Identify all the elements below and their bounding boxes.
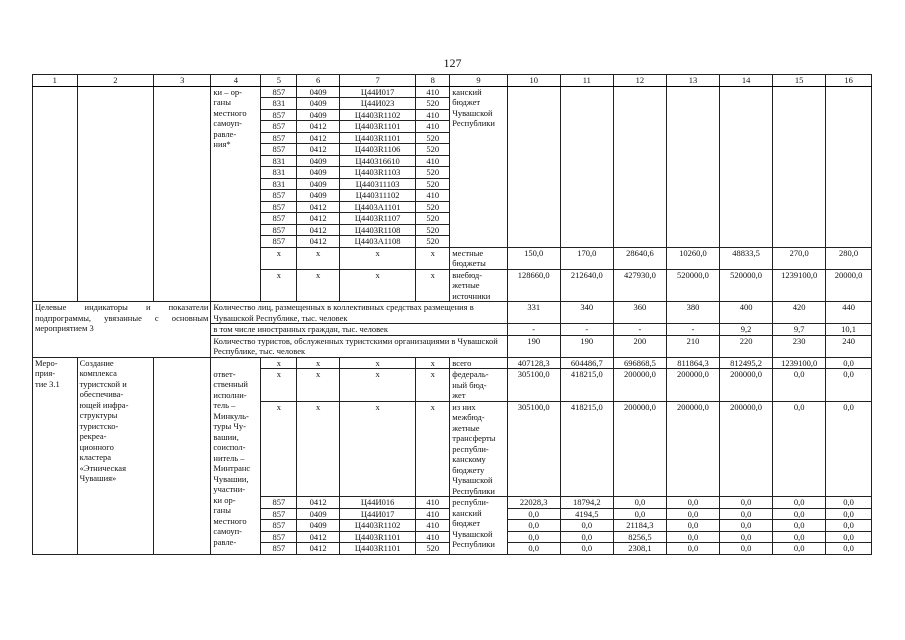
value-cell: 0,0 (720, 508, 773, 520)
value-cell: 0,0 (720, 543, 773, 555)
code-cell: 0412 (297, 497, 339, 509)
code-cell: 0409 (297, 109, 339, 121)
code-cell: 0412 (297, 224, 339, 236)
value-cell: 48833,5 (720, 247, 773, 269)
value-cell: 0,0 (826, 543, 872, 555)
value-cell: 0,0 (826, 497, 872, 509)
code-cell: 520 (416, 224, 450, 236)
page-number: 127 (443, 56, 462, 70)
code-cell: Ц4403R1101 (339, 121, 415, 133)
continuation-cell (77, 86, 153, 302)
code-row (33, 86, 872, 98)
value-cell: 0,0 (560, 520, 613, 532)
code-cell: Ц4403R1107 (339, 213, 415, 225)
code-cell: x (297, 369, 339, 402)
column-header: 5 (261, 75, 297, 87)
code-cell: Ц440311103 (339, 178, 415, 190)
value-cell: 440 (826, 302, 872, 324)
code-cell: Ц440316610 (339, 155, 415, 167)
measure-label-cell: Меро- прия- тие 3.1 (33, 357, 78, 554)
code-cell: 0409 (297, 167, 339, 179)
code-cell: 410 (416, 109, 450, 121)
value-cell: 0,0 (613, 497, 666, 509)
code-cell: 520 (416, 236, 450, 248)
code-cell: 857 (261, 520, 297, 532)
continuation-cell (33, 86, 78, 302)
code-cell: 857 (261, 497, 297, 509)
code-cell: 0412 (297, 121, 339, 133)
value-cell: 18794,2 (560, 497, 613, 509)
value-cell: 200000,0 (720, 401, 773, 497)
code-cell: 410 (416, 121, 450, 133)
code-cell: Ц44И016 (339, 497, 415, 509)
code-cell: 410 (416, 155, 450, 167)
code-cell: Ц4403A1108 (339, 236, 415, 248)
value-cell: 418215,0 (560, 369, 613, 402)
indicator-text-cell: Количество туристов, обслуженных туристскими организациями в Чувашской Республике, тыс. человек (211, 335, 507, 357)
value-cell: 360 (613, 302, 666, 324)
value-cell: 305100,0 (507, 369, 560, 402)
executor-cell: ки – ор- ганы местного самоуп- равле- ния* (211, 86, 261, 302)
value-cell (826, 86, 872, 247)
code-cell: Ц4403R1108 (339, 224, 415, 236)
column-header: 1 (33, 75, 78, 87)
code-cell: Ц44И017 (339, 86, 415, 98)
value-cell: 418215,0 (560, 401, 613, 497)
value-cell: - (666, 324, 719, 336)
code-cell: x (297, 247, 339, 269)
code-cell: 857 (261, 201, 297, 213)
code-cell: x (261, 369, 297, 402)
value-cell: 0,0 (666, 508, 719, 520)
value-cell: 420 (773, 302, 826, 324)
code-cell: 410 (416, 531, 450, 543)
code-cell: x (416, 357, 450, 369)
code-cell: 857 (261, 508, 297, 520)
code-cell: Ц4403R1103 (339, 167, 415, 179)
value-cell: 200000,0 (720, 369, 773, 402)
code-cell: x (416, 369, 450, 402)
code-cell: 0409 (297, 178, 339, 190)
value-cell: 0,0 (560, 531, 613, 543)
indicator-row (33, 302, 872, 324)
value-cell: 305100,0 (507, 401, 560, 497)
value-cell: 0,0 (507, 531, 560, 543)
value-cell: 812495,2 (720, 357, 773, 369)
code-cell: 520 (416, 213, 450, 225)
value-cell: - (613, 324, 666, 336)
value-cell: - (560, 324, 613, 336)
measure-row (33, 357, 872, 369)
source-cell: местные бюджеты (450, 247, 507, 269)
executor-cell: ответ- ственный исполни- тель – Минкуль- туры Чу- вашии, соиспол- нитель – Минтранс Чувашии, участни- ки ор- ганы местного самоуп- равле- (211, 369, 261, 555)
value-cell: 0,0 (773, 497, 826, 509)
code-cell: 410 (416, 508, 450, 520)
code-cell: 520 (416, 201, 450, 213)
column-header: 14 (720, 75, 773, 87)
value-cell: 190 (507, 335, 560, 357)
value-cell: 0,0 (773, 508, 826, 520)
code-cell: x (416, 401, 450, 497)
code-cell: 0409 (297, 508, 339, 520)
value-cell: 340 (560, 302, 613, 324)
code-cell: 0409 (297, 86, 339, 98)
indicator-text-cell: Количество лиц, размещенных в коллективных средствах размещения в Чувашской Республике, тыс. человек (211, 302, 507, 324)
value-cell: 200 (613, 335, 666, 357)
value-cell: 0,0 (666, 520, 719, 532)
value-cell: 170,0 (560, 247, 613, 269)
code-cell: 0409 (297, 520, 339, 532)
value-cell: 696868,5 (613, 357, 666, 369)
value-cell: 604486,7 (560, 357, 613, 369)
value-cell: 427930,0 (613, 269, 666, 302)
code-cell: Ц4403R1102 (339, 109, 415, 121)
column-header: 7 (339, 75, 415, 87)
value-cell: 230 (773, 335, 826, 357)
value-cell: 200000,0 (613, 369, 666, 402)
code-cell: 857 (261, 213, 297, 225)
code-cell: Ц440311102 (339, 190, 415, 202)
value-cell: 0,0 (773, 369, 826, 402)
code-cell: 831 (261, 167, 297, 179)
code-cell: Ц44И017 (339, 508, 415, 520)
code-cell: 0412 (297, 144, 339, 156)
source-cell: канский бюджет Чувашской Республики (450, 86, 507, 247)
value-cell: 0,0 (826, 401, 872, 497)
code-cell: 0412 (297, 236, 339, 248)
column-header: 8 (416, 75, 450, 87)
code-cell: 520 (416, 144, 450, 156)
value-cell: 520000,0 (666, 269, 719, 302)
value-cell: 0,0 (826, 531, 872, 543)
code-cell: Ц4403R1106 (339, 144, 415, 156)
code-cell: x (339, 401, 415, 497)
value-cell: 280,0 (826, 247, 872, 269)
code-cell: 857 (261, 190, 297, 202)
value-cell: 1239100,0 (773, 357, 826, 369)
code-cell: x (416, 247, 450, 269)
value-cell: 400 (720, 302, 773, 324)
value-cell (560, 86, 613, 247)
code-cell: 857 (261, 531, 297, 543)
code-cell: x (339, 357, 415, 369)
column-header: 12 (613, 75, 666, 87)
code-cell: Ц4403R1101 (339, 543, 415, 555)
value-cell: 240 (826, 335, 872, 357)
value-cell: 20000,0 (826, 269, 872, 302)
value-cell (507, 86, 560, 247)
source-cell: из них межбюд- жетные трансферты республи- канскому бюджету Чувашской Республики (450, 401, 507, 497)
source-cell: республи- канский бюджет Чувашской Республики (450, 497, 507, 555)
code-cell: 410 (416, 86, 450, 98)
column-header: 6 (297, 75, 339, 87)
code-cell: 857 (261, 109, 297, 121)
value-cell: 2308,1 (613, 543, 666, 555)
value-cell: 811864,3 (666, 357, 719, 369)
value-cell: 0,0 (507, 508, 560, 520)
code-cell: Ц4403R1101 (339, 132, 415, 144)
empty-cell (154, 357, 211, 554)
code-cell: 0409 (297, 98, 339, 110)
code-cell: x (297, 269, 339, 302)
code-cell: 410 (416, 190, 450, 202)
value-cell: 0,0 (613, 508, 666, 520)
value-cell: 0,0 (773, 520, 826, 532)
code-cell: Ц4403R1102 (339, 520, 415, 532)
column-header: 13 (666, 75, 719, 87)
code-cell: x (339, 369, 415, 402)
code-cell: 520 (416, 98, 450, 110)
measure-name-cell: Создание комплекса туристской и обеспечива- ющей инфра- структуры туристско- рекреа- ционного кластера «Этническая Чувашия» (77, 357, 153, 554)
value-cell: 150,0 (507, 247, 560, 269)
value-cell: 0,0 (666, 531, 719, 543)
value-cell: 331 (507, 302, 560, 324)
value-cell: - (507, 324, 560, 336)
column-header: 15 (773, 75, 826, 87)
code-cell: Ц4403A1101 (339, 201, 415, 213)
code-cell: 857 (261, 86, 297, 98)
code-cell: 410 (416, 497, 450, 509)
value-cell: 0,0 (507, 543, 560, 555)
value-cell: 9,7 (773, 324, 826, 336)
code-cell: 0412 (297, 132, 339, 144)
code-cell: 0412 (297, 543, 339, 555)
column-header: 16 (826, 75, 872, 87)
value-cell: 10,1 (826, 324, 872, 336)
code-cell: x (297, 357, 339, 369)
code-cell: 831 (261, 98, 297, 110)
code-cell: x (261, 247, 297, 269)
code-cell: 0409 (297, 190, 339, 202)
code-cell: x (261, 401, 297, 497)
code-cell: 0412 (297, 213, 339, 225)
column-header: 9 (450, 75, 507, 87)
table-body (33, 75, 872, 555)
code-cell: Ц44И023 (339, 98, 415, 110)
column-header: 2 (77, 75, 153, 87)
code-cell: x (261, 269, 297, 302)
value-cell: 220 (720, 335, 773, 357)
value-cell: 270,0 (773, 247, 826, 269)
value-cell: 4194,5 (560, 508, 613, 520)
value-cell: 0,0 (507, 520, 560, 532)
value-cell: 0,0 (826, 508, 872, 520)
value-cell: 212640,0 (560, 269, 613, 302)
code-cell: 0409 (297, 155, 339, 167)
value-cell: 0,0 (773, 531, 826, 543)
code-cell: 857 (261, 236, 297, 248)
value-cell: 0,0 (666, 543, 719, 555)
value-cell: 520000,0 (720, 269, 773, 302)
value-cell: 0,0 (826, 357, 872, 369)
indicator-label-cell: Целевые индикаторы и показатели подпрограммы, увязанные с основным мероприятием 3 (33, 302, 211, 358)
value-cell: 200000,0 (666, 401, 719, 497)
code-cell: Ц4403R1101 (339, 531, 415, 543)
value-cell: 190 (560, 335, 613, 357)
budget-table (32, 74, 872, 555)
value-cell (613, 86, 666, 247)
value-cell: 200000,0 (666, 369, 719, 402)
code-cell: 857 (261, 121, 297, 133)
value-cell: 128660,0 (507, 269, 560, 302)
value-cell: 0,0 (720, 520, 773, 532)
code-cell: 857 (261, 144, 297, 156)
column-header: 10 (507, 75, 560, 87)
value-cell: 28640,6 (613, 247, 666, 269)
empty-cell (211, 357, 261, 369)
value-cell: 22028,3 (507, 497, 560, 509)
code-cell: 831 (261, 155, 297, 167)
code-cell: 520 (416, 178, 450, 190)
value-cell: 21184,3 (613, 520, 666, 532)
value-cell: 407128,3 (507, 357, 560, 369)
value-cell: 0,0 (773, 543, 826, 555)
value-cell: 210 (666, 335, 719, 357)
code-cell: 857 (261, 543, 297, 555)
value-cell: 0,0 (720, 531, 773, 543)
value-cell: 9,2 (720, 324, 773, 336)
value-cell: 0,0 (826, 369, 872, 402)
code-cell: 520 (416, 132, 450, 144)
code-cell: 857 (261, 132, 297, 144)
code-cell: 0412 (297, 201, 339, 213)
source-cell: внебюд- жетные источники (450, 269, 507, 302)
code-cell: 520 (416, 167, 450, 179)
code-cell: 520 (416, 543, 450, 555)
value-cell: 1239100,0 (773, 269, 826, 302)
value-cell: 0,0 (666, 497, 719, 509)
code-cell: x (416, 269, 450, 302)
value-cell: 8256,5 (613, 531, 666, 543)
code-cell: x (261, 357, 297, 369)
header-row (33, 75, 872, 87)
value-cell: 0,0 (560, 543, 613, 555)
value-cell: 200000,0 (613, 401, 666, 497)
value-cell: 0,0 (773, 401, 826, 497)
code-cell: 831 (261, 178, 297, 190)
source-cell: всего (450, 357, 507, 369)
code-cell: 410 (416, 520, 450, 532)
code-cell: 0412 (297, 531, 339, 543)
code-cell: 857 (261, 224, 297, 236)
value-cell (773, 86, 826, 247)
value-cell: 10260,0 (666, 247, 719, 269)
continuation-cell (154, 86, 211, 302)
value-cell (720, 86, 773, 247)
code-cell: x (297, 401, 339, 497)
column-header: 4 (211, 75, 261, 87)
code-cell: x (339, 269, 415, 302)
code-cell: x (339, 247, 415, 269)
value-cell: 0,0 (826, 520, 872, 532)
value-cell: 380 (666, 302, 719, 324)
column-header: 3 (154, 75, 211, 87)
value-cell (666, 86, 719, 247)
column-header: 11 (560, 75, 613, 87)
indicator-text-cell: в том числе иностранных граждан, тыс. человек (211, 324, 507, 336)
value-cell: 0,0 (720, 497, 773, 509)
source-cell: федераль- ный бюд- жет (450, 369, 507, 402)
